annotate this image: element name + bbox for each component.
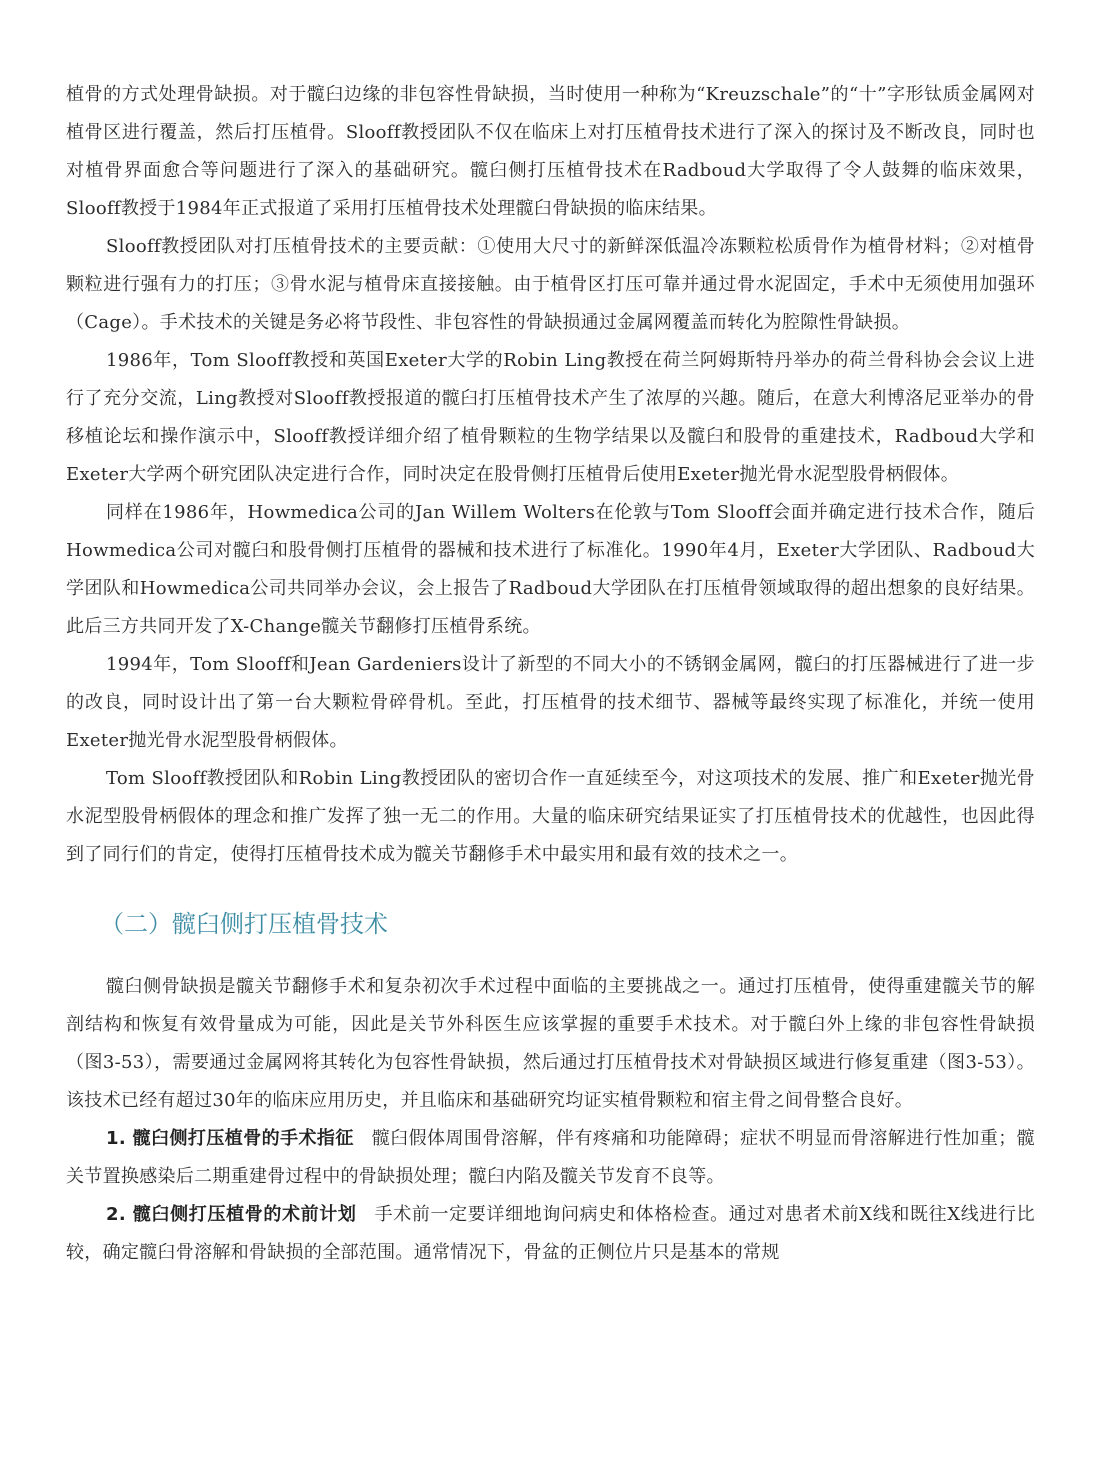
section-heading: （二）髋臼侧打压植骨技术 (100, 910, 388, 938)
preop-plan-title: 2. 髋臼侧打压植骨的术前计划 (106, 1204, 357, 1225)
paragraph: 同样在1986年，Howmedica公司的Jan Willem Wolters在伦敦与Tom Slooff会面并确定进行技术合作，随后Howmedica公司对髋臼和股骨侧打压植骨的器械和技术进行了标准化。1990年4月，Exeter大学团队、Radboud大学团队和Howmedica公司共同举办会议，会上报告了Radboud大学团队在打压植骨领域取得的超出想象的良好结果。此后三方共同开发了X-Change髋关节翻修打压植骨系统。 (66, 502, 1035, 637)
paragraph: 1994年，Tom Slooff和Jean Gardeniers设计了新型的不同大小的不锈钢金属网，髋臼的打压器械进行了进一步的改良，同时设计出了第一台大颗粒骨碎骨机。至此，打压植骨的技术细节、器械等最终实现了标准化，并统一使用Exeter抛光骨水泥型股骨柄假体。 (66, 654, 1035, 751)
indication-text: 髋臼假体周围骨溶解，伴有疼痛和功能障碍；症状不明显而骨溶解进行性加重；髋关节置换感染后二期重建骨过程中的骨缺损处理；髋臼内陷及髋关节发育不良等。 (66, 1128, 1035, 1187)
section-intro: 髋臼侧骨缺损是髋关节翻修手术和复杂初次手术过程中面临的主要挑战之一。通过打压植骨，使得重建髋关节的解剖结构和恢复有效骨量成为可能，因此是关节外科医生应该掌握的重要手术技术。对于髋臼外上缘的非包容性骨缺损（图3-53），需要通过金属网将其转化为包容性骨缺损，然后通过打压植骨技术对骨缺损区域进行修复重建（图3-53）。该技术已经有超过30年的临床应用历史，并且临床和基础研究均证实植骨颗粒和宿主骨之间骨整合良好。 (66, 976, 1035, 1111)
preop-plan-paragraph (66, 1196, 1035, 1272)
paragraph: Tom Slooff教授团队和Robin Ling教授团队的密切合作一直延续至今，对这项技术的发展、推广和Exeter抛光骨水泥型股骨柄假体的理念和推广发挥了独一无二的作用。大量的临床研究结果证实了打压植骨技术的优越性，也因此得到了同行们的肯定，使得打压植骨技术成为髋关节翻修手术中最实用和最有效的技术之一。 (66, 768, 1035, 865)
indication-title: 1. 髋臼侧打压植骨的手术指征 (106, 1128, 354, 1149)
indication-paragraph (66, 1120, 1035, 1196)
paragraph: 植骨的方式处理骨缺损。对于髋臼边缘的非包容性骨缺损，当时使用一种称为“Kreuzschale”的“十”字形钛质金属网对植骨区进行覆盖，然后打压植骨。Slooff教授团队不仅在临床上对打压植骨技术进行了深入的探讨及不断改良，同时也对植骨界面愈合等问题进行了深入的基础研究。髋臼侧打压植骨技术在Radboud大学取得了令人鼓舞的临床效果，Slooff教授于1984年正式报道了采用打压植骨技术处理髋臼骨缺损的临床结果。 (66, 84, 1035, 219)
paragraph: 1986年，Tom Slooff教授和英国Exeter大学的Robin Ling教授在荷兰阿姆斯特丹举办的荷兰骨科协会会议上进行了充分交流，Ling教授对Slooff教授报道的髋臼打压植骨技术产生了浓厚的兴趣。随后，在意大利博洛尼亚举办的骨移植论坛和操作演示中，Slooff教授详细介绍了植骨颗粒的生物学结果以及髋臼和股骨的重建技术，Radboud大学和Exeter大学两个研究团队决定进行合作，同时决定在股骨侧打压植骨后使用Exeter抛光骨水泥型股骨柄假体。 (66, 350, 1035, 485)
preop-plan-text: 手术前一定要详细地询问病史和体格检查。通过对患者术前X线和既往X线进行比较，确定髋臼骨溶解和骨缺损的全部范围。通常情况下，骨盆的正侧位片只是基本的常规 (66, 1204, 1035, 1263)
paragraph: Slooff教授团队对打压植骨技术的主要贡献：①使用大尺寸的新鲜深低温冷冻颗粒松质骨作为植骨材料；②对植骨颗粒进行强有力的打压；③骨水泥与植骨床直接接触。由于植骨区打压可靠并通过骨水泥固定，手术中无须使用加强环（Cage）。手术技术的关键是务必将节段性、非包容性的骨缺损通过金属网覆盖而转化为腔隙性骨缺损。 (66, 236, 1035, 333)
